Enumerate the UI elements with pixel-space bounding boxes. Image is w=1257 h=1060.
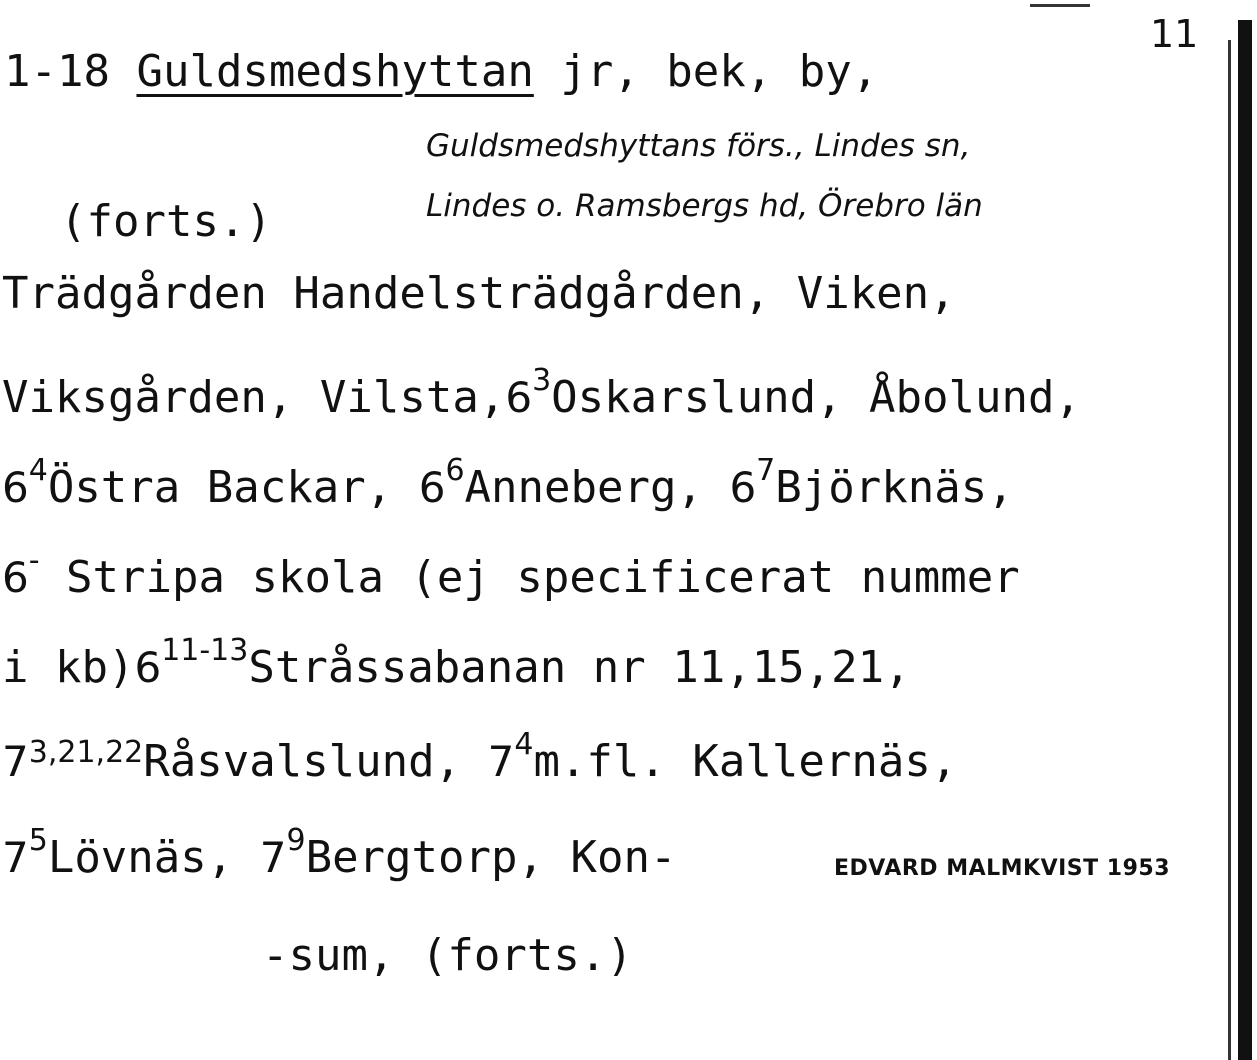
- text: Björknäs,: [775, 462, 1014, 513]
- entry-line-2-text-b: Oskarslund, Åbolund,: [551, 372, 1081, 423]
- text: Anneberg,: [464, 462, 730, 513]
- sup: 5: [28, 823, 48, 858]
- page-number: 11: [1150, 12, 1199, 56]
- entry-line-5: [2, 633, 911, 693]
- forts-top: (forts.): [60, 196, 272, 247]
- num: 6: [729, 463, 757, 512]
- num: 6: [2, 553, 29, 602]
- text: i kb): [2, 642, 135, 693]
- text: Stripa skola (ej specificerat nummer: [39, 552, 1020, 603]
- num: 6: [418, 463, 446, 512]
- text: Lövnäs,: [47, 832, 260, 883]
- heading-code: 1-18: [4, 46, 110, 97]
- entry-line-2-text: Viksgården, Vilsta,: [2, 372, 506, 423]
- num: 6: [2, 463, 29, 512]
- num: 7: [487, 737, 515, 786]
- text: Bergtorp, Kon-: [305, 832, 677, 883]
- sup: 4: [28, 453, 48, 488]
- text: m.fl. Kallernäs,: [533, 736, 958, 787]
- entry-line-2-num: 6: [505, 373, 533, 422]
- card-heading: [4, 46, 878, 97]
- text: Råsvalslund,: [143, 736, 488, 787]
- sup: 6: [445, 453, 465, 488]
- entry-line-2-sup: 3: [532, 363, 552, 398]
- num: 7: [259, 833, 287, 882]
- entry-line-1: Trädgården Handelsträdgården, Viken,: [2, 268, 956, 319]
- sup: 3,21,22: [28, 735, 144, 770]
- num: 7: [2, 833, 29, 882]
- sup: 7: [756, 453, 776, 488]
- author-stamp: EDVARD MALMKVIST 1953: [834, 856, 1171, 881]
- heading-rest: jr, bek, by,: [560, 46, 879, 97]
- text: Östra Backar,: [47, 462, 419, 513]
- entry-line-3: [2, 453, 1014, 513]
- sup: 4: [514, 727, 534, 762]
- card-edge-thin: [1228, 40, 1231, 1060]
- parish-line-2: Lindes o. Ramsbergs hd, Örebro län: [426, 188, 983, 224]
- edge-mark: [1030, 4, 1090, 7]
- parish-line-1: Guldsmedshyttans förs., Lindes sn,: [426, 128, 971, 164]
- sup: 11-13: [161, 633, 249, 668]
- entry-line-6: [2, 727, 958, 787]
- card-edge-border: [1238, 20, 1252, 1060]
- entry-line-2: [2, 363, 1081, 423]
- num: 6: [134, 643, 162, 692]
- entry-line-7: [2, 823, 677, 883]
- num: 7: [2, 737, 29, 786]
- sup: 9: [286, 823, 306, 858]
- heading-place-name: Guldsmedshyttan: [136, 46, 534, 97]
- entry-line-4: [2, 543, 1020, 603]
- entry-last-line: -sum, (forts.): [262, 930, 633, 981]
- text: Stråssabanan nr 11,15,21,: [248, 642, 911, 693]
- sup: -: [28, 543, 40, 578]
